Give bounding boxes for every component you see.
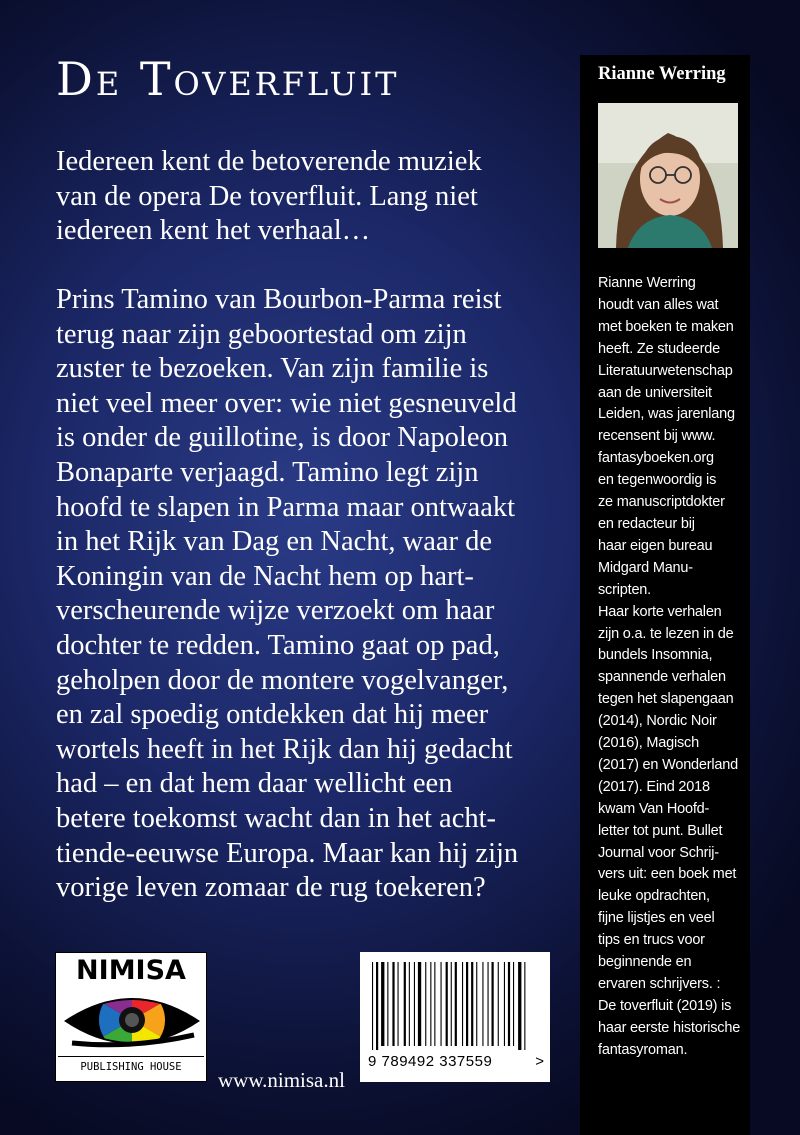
publisher-website[interactable]: www.nimisa.nl (218, 1068, 345, 1092)
blurb-intro: Iedereen kent de betoverende muziek van de opera De toverfluit. Lang niet iedereen kent het verhaal… (56, 146, 482, 247)
blurb-main: Prins Tamino van Bourbon-Parma reist terug naar zijn geboortestad om zijn zuster te bezoeken. Van zijn familie is niet veel meer over: wie niet gesneuveld is onder de guillotine, is door Napoleon Bonaparte verjaagd. Tamino legt zijn hoofd te slapen in Parma maar ontwaakt in het Rijk van Dag en Nacht, waar de Koningin van de Nacht hem op hart- verscheurende wijze verzoekt om haar dochter te redden. Tamino gaat op pad, geholpen door de montere vogelvanger, en zal spoedig ontdekken dat hij meer wortels heeft in het Rijk dan hij gedacht had – en dat hem daar wellicht een betere toekomst wacht dan in het acht- tiende-eeuwse Europa. Maar kan hij zijn vorige leven zomaar de rug toekeren? (56, 284, 519, 904)
author-sidebar (580, 55, 750, 1135)
book-title: De Toverfluit (56, 52, 400, 106)
publisher-name: NIMISA (76, 955, 186, 986)
isbn-barcode (360, 952, 550, 1082)
author-bio: Rianne Werring houdt van alles wat met boeken te maken heeft. Ze studeerde Literatuurwetenschap aan de universiteit Leiden, was jarenlang recensent bij www. fantasyboeken.org en tegenwoordig is ze manuscriptdokter en redacteur bij haar eigen bureau Midgard Manu- scripten. Haar korte verhalen zijn o.a. te lezen in de bundels Insomnia, spannende verhalen tegen het slapengaan (2014), Nordic Noir (2016), Magisch (2017) en Wonderland (2017). Eind 2018 kwam Van Hoofd- letter tot punt. Bullet Journal voor Schrij- vers uit: een boek met leuke opdrachten, fijne lijstjes en veel tips en trucs voor beginnende en ervaren schrijvers. : De toverfluit (2019) is haar eerste historische fantasyroman. (598, 275, 741, 1058)
publisher-logo (55, 952, 207, 1082)
isbn-number: 9 789492 337559 (368, 1053, 493, 1070)
publisher-tagline: PUBLISHING HOUSE (58, 1056, 204, 1077)
isbn-arrow: > (535, 1053, 544, 1070)
barcode-bars (370, 962, 540, 1050)
author-photo (598, 103, 738, 248)
author-name: Rianne Werring (598, 64, 726, 84)
rainbow-eye-icon (62, 987, 202, 1053)
